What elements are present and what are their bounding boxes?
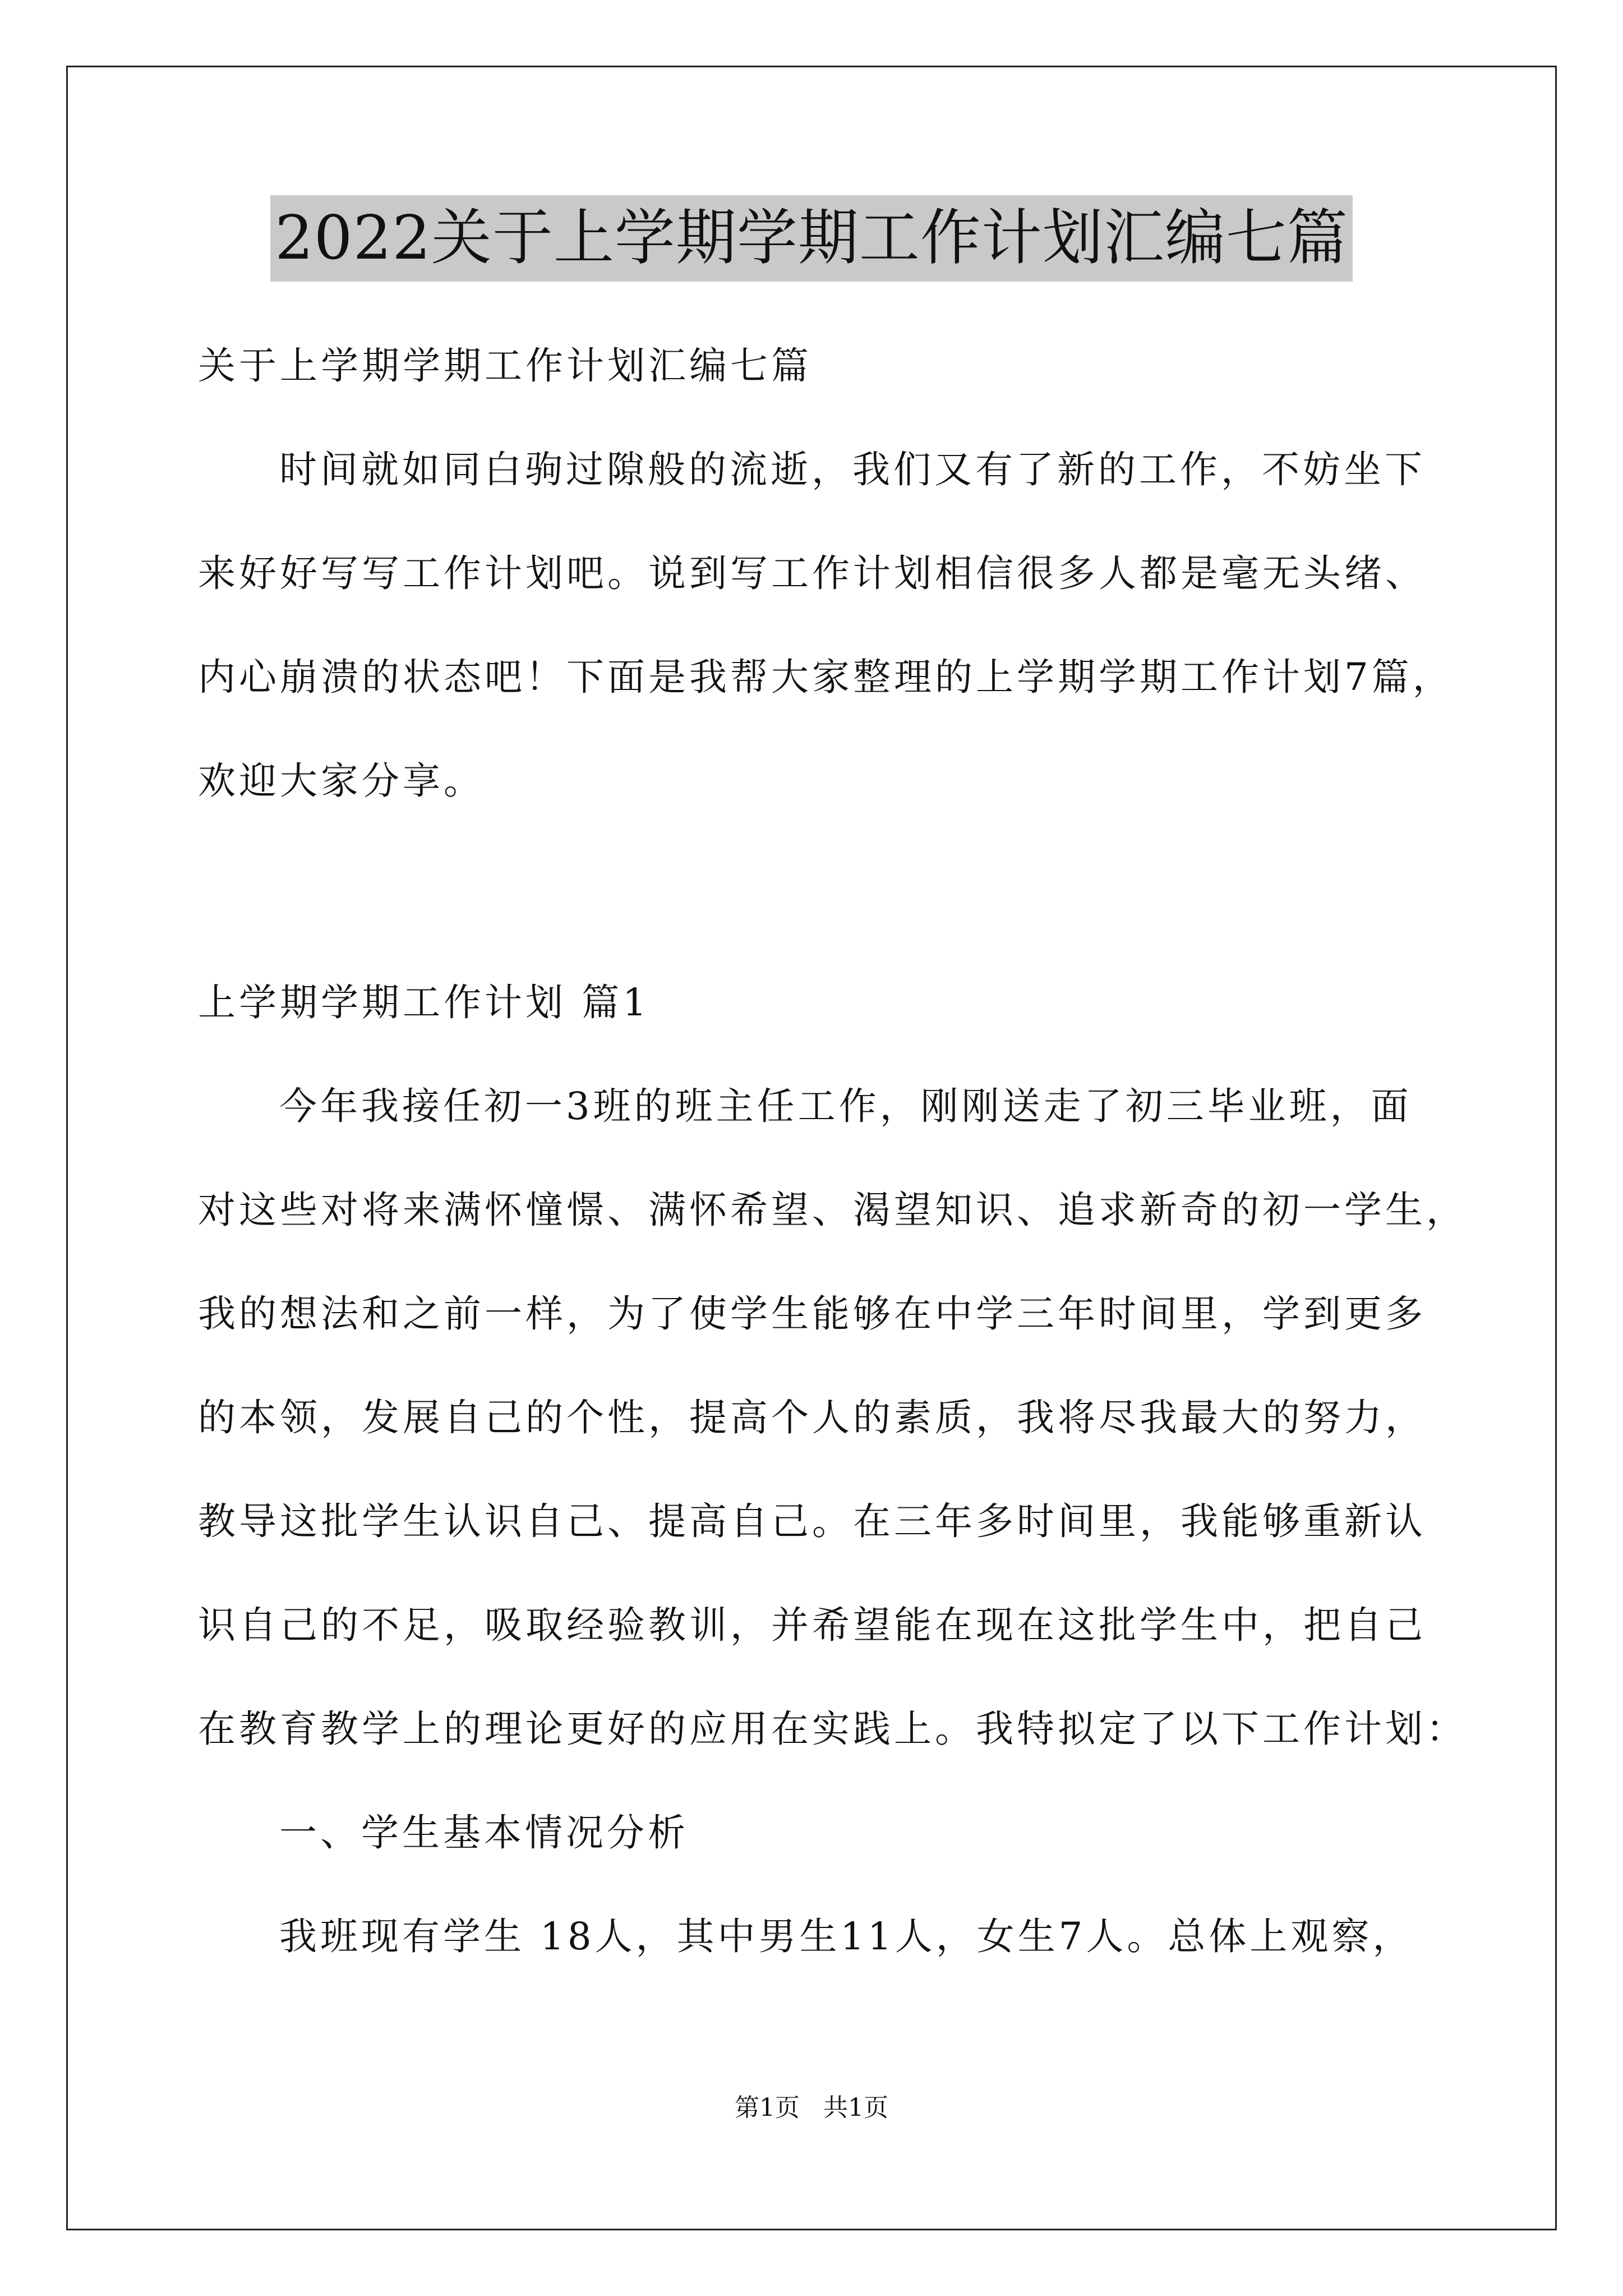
paragraph-line: 在教育教学上的理论更好的应用在实践上。我特拟定了以下工作计划： bbox=[198, 1707, 1467, 1751]
intro-line: 时间就如同白驹过隙般的流逝，我们又有了新的工作，不妨坐下 bbox=[279, 448, 1426, 491]
paragraph-line: 教导这批学生认识自己、提高自己。在三年多时间里，我能够重新认 bbox=[198, 1499, 1426, 1543]
paragraph-line: 的本领，发展自己的个性，提高个人的素质，我将尽我最大的努力， bbox=[198, 1396, 1426, 1439]
paragraph-line: 今年我接任初一3班的班主任工作，刚刚送走了初三毕业班，面 bbox=[279, 1084, 1412, 1128]
section-heading: 上学期学期工作计划 篇1 bbox=[198, 981, 650, 1024]
paragraph-line: 我班现有学生 18人，其中男生11人，女生7人。总体上观察， bbox=[279, 1915, 1414, 1958]
page-footer: 第1页 共1页 bbox=[735, 2093, 888, 2122]
section-gap bbox=[198, 833, 1449, 951]
subheading: 一、学生基本情况分析 bbox=[279, 1811, 689, 1855]
title-container bbox=[0, 195, 1623, 282]
paragraph-line: 我的想法和之前一样，为了使学生能够在中学三年时间里，学到更多 bbox=[198, 1292, 1426, 1336]
document-title: 2022关于上学期学期工作计划汇编七篇 bbox=[270, 195, 1353, 282]
paragraph-line: 对这些对将来满怀憧憬、满怀希望、渴望知识、追求新奇的初一学生， bbox=[198, 1188, 1467, 1232]
document-body bbox=[198, 314, 1467, 1989]
intro-line: 内心崩溃的状态吧！下面是我帮大家整理的上学期学期工作计划7篇， bbox=[198, 655, 1454, 699]
paragraph-line: 识自己的不足，吸取经验教训，并希望能在现在这批学生中，把自己 bbox=[198, 1603, 1426, 1647]
document-subtitle: 关于上学期学期工作计划汇编七篇 bbox=[198, 344, 812, 388]
intro-line: 来好好写写工作计划吧。说到写工作计划相信很多人都是毫无头绪、 bbox=[198, 551, 1426, 595]
intro-line: 欢迎大家分享。 bbox=[198, 759, 485, 803]
